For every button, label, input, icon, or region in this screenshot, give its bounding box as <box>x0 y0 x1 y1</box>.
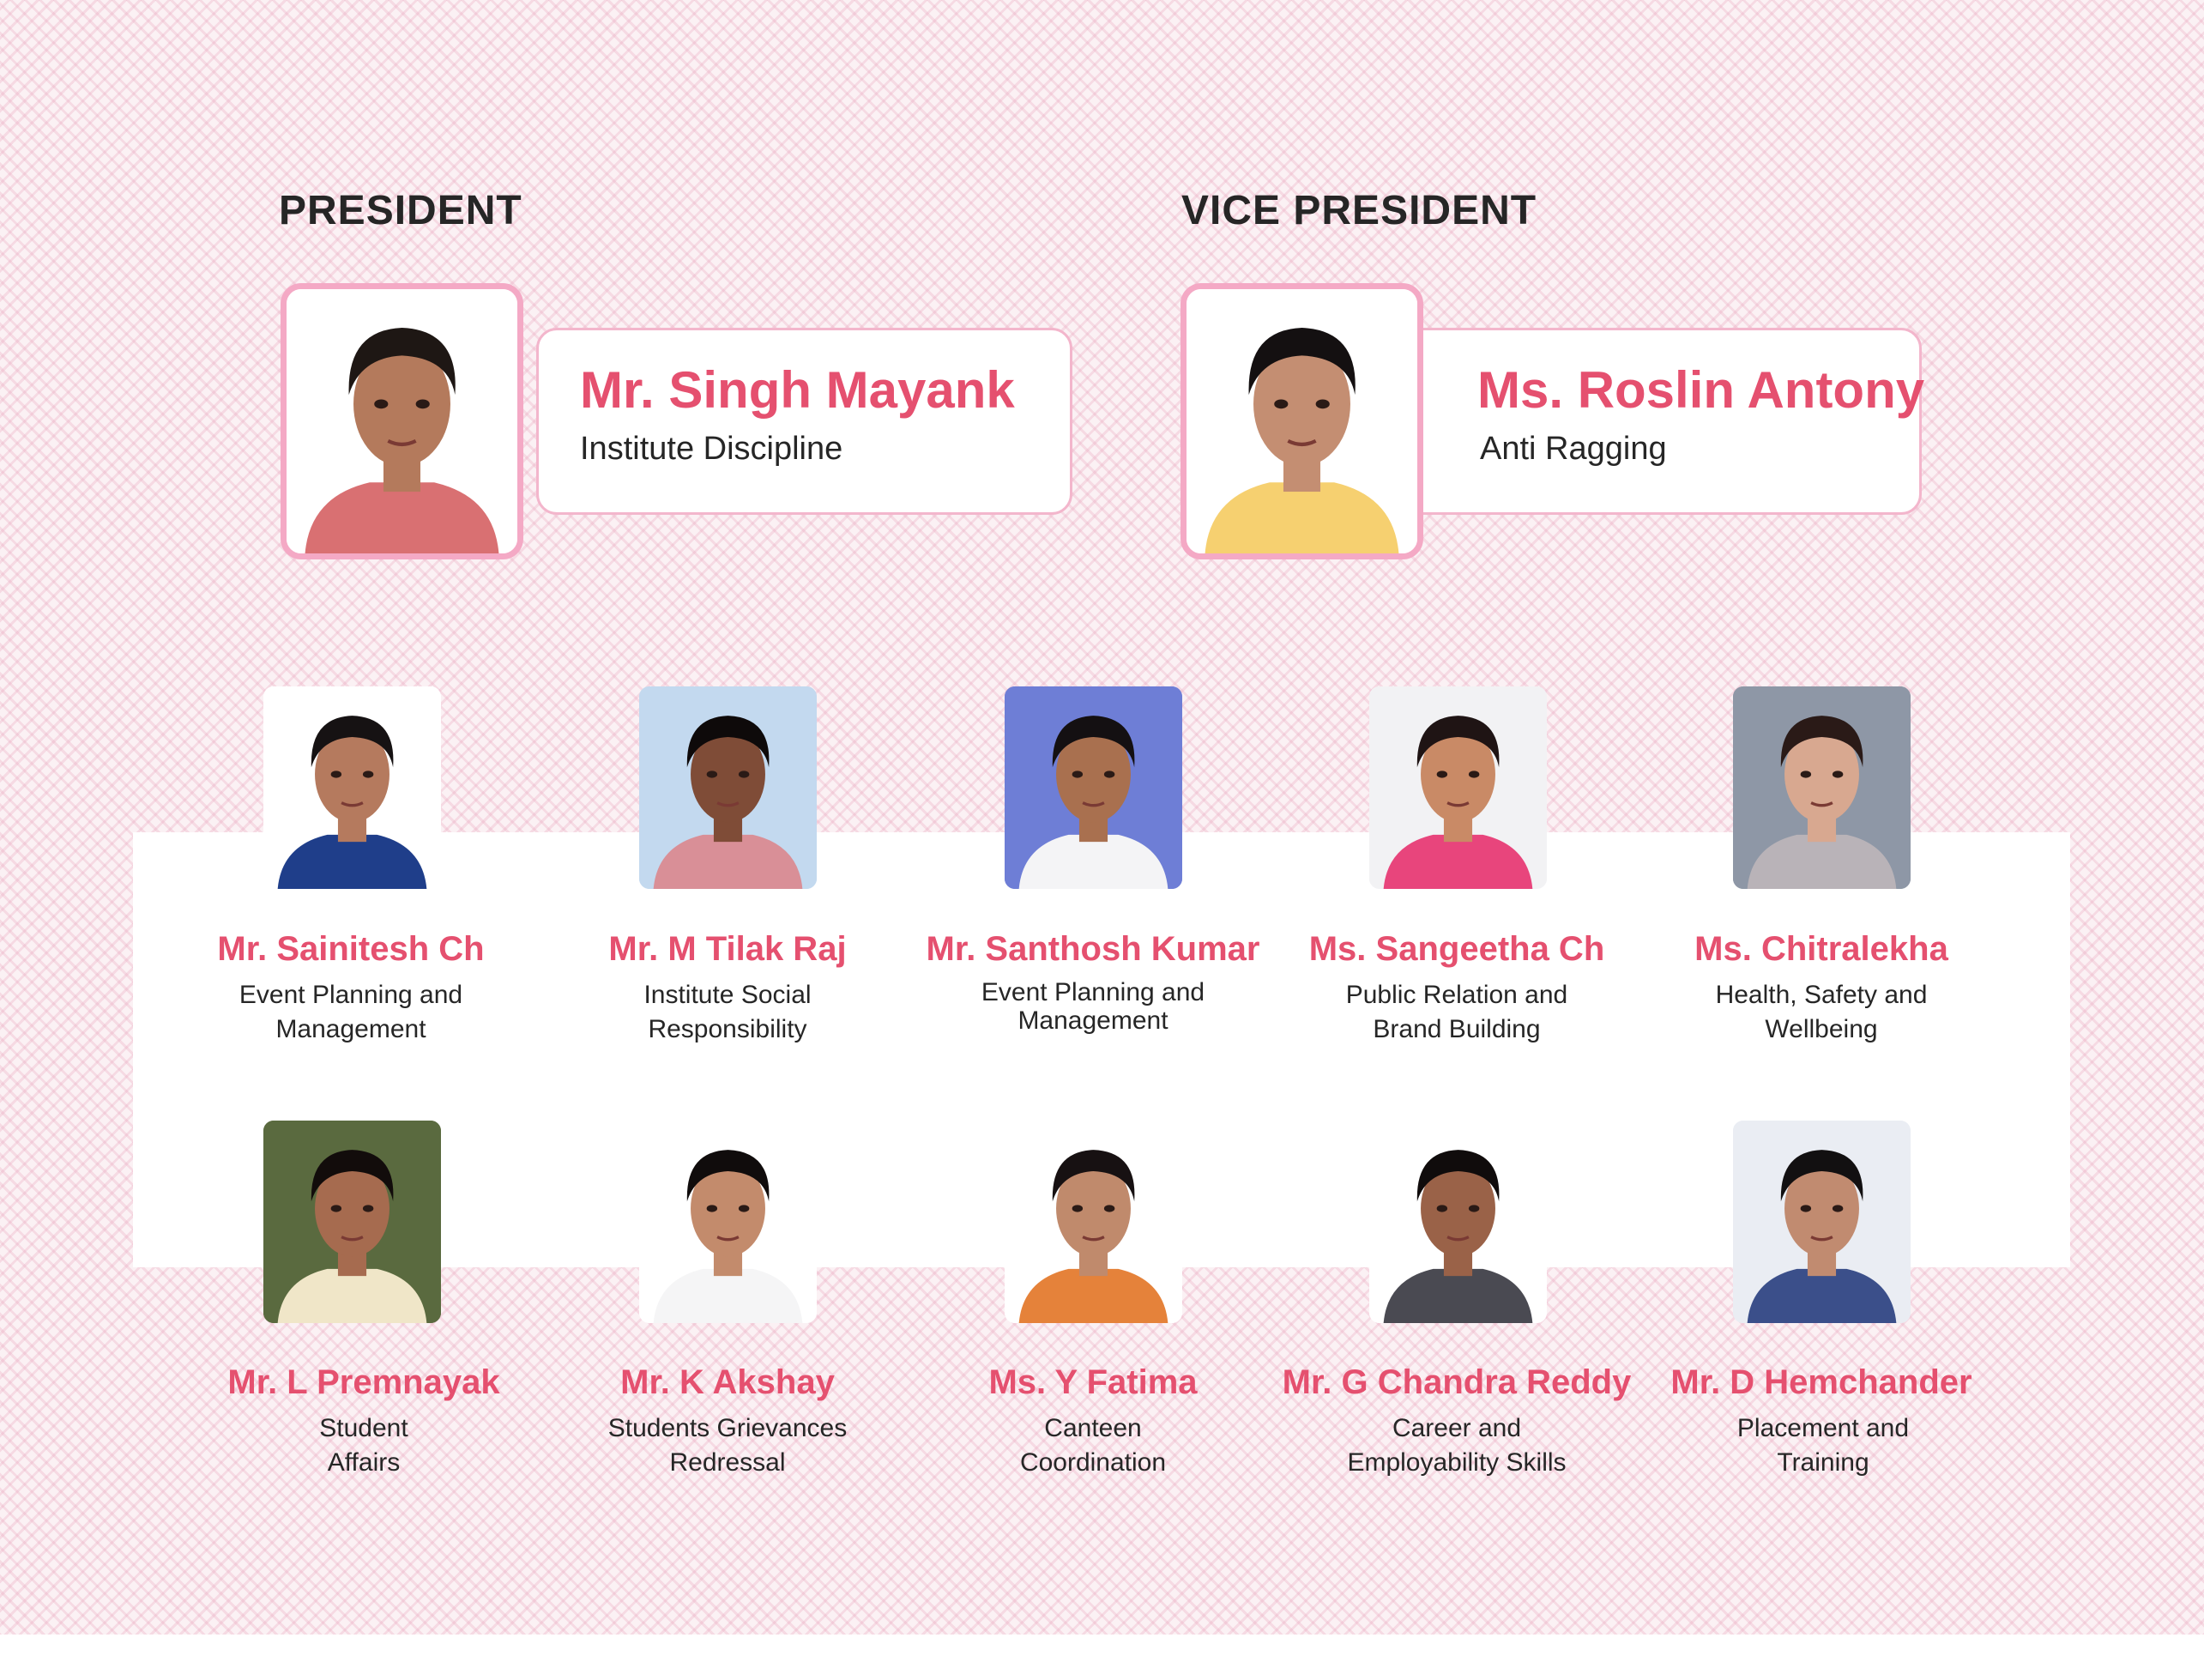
member-name: Mr. L Premnayak <box>227 1363 500 1401</box>
member-photo <box>1733 1121 1911 1323</box>
president-heading: PRESIDENT <box>279 188 522 233</box>
member-name: Ms. Chitralekha <box>1694 930 1948 968</box>
portrait-image <box>639 686 817 889</box>
member-role: Career and Employability Skills <box>1347 1414 1567 1477</box>
portrait-image <box>1005 686 1182 889</box>
portrait-image <box>1369 686 1547 889</box>
member-role: Students Grievances Redressal <box>607 1414 848 1477</box>
portrait-image <box>639 1121 817 1323</box>
vice-president-name: Ms. Roslin Antony <box>1477 361 1925 419</box>
member-photo <box>639 686 817 889</box>
member-role: Event Planning and Management <box>239 981 463 1043</box>
member-name: Ms. Sangeetha Ch <box>1308 930 1605 968</box>
president-photo <box>281 283 523 559</box>
member-photo <box>1369 686 1547 889</box>
bottom-white-strip <box>0 1635 2204 1680</box>
member-name: Ms. Y Fatima <box>988 1363 1198 1401</box>
member-name: Mr. K Akshay <box>620 1363 835 1401</box>
member-role: Institute Social Responsibility <box>643 981 812 1043</box>
member-photo <box>639 1121 817 1323</box>
president-role: Institute Discipline <box>580 431 843 467</box>
portrait-image <box>1005 1121 1182 1323</box>
member-photo <box>1005 1121 1182 1323</box>
member-photo <box>1733 686 1911 889</box>
portrait-image <box>1369 1121 1547 1323</box>
portrait-image <box>1733 1121 1911 1323</box>
member-role: Health, Safety and Wellbeing <box>1715 981 1928 1043</box>
vice-president-role: Anti Ragging <box>1480 431 1667 467</box>
member-photo <box>1369 1121 1547 1323</box>
member-photo <box>263 686 441 889</box>
member-role: Canteen Coordination <box>1019 1414 1167 1477</box>
portrait-image <box>1187 289 1417 553</box>
member-name: Mr. G Chandra Reddy <box>1282 1363 1632 1401</box>
member-role: Event Planning and Management <box>981 978 1205 1035</box>
member-role: Student Affairs <box>319 1414 408 1477</box>
vice-president-heading: VICE PRESIDENT <box>1181 188 1537 233</box>
member-name: Mr. Sainitesh Ch <box>217 930 485 968</box>
member-photo <box>263 1121 441 1323</box>
member-photo <box>1005 686 1182 889</box>
portrait-image <box>1733 686 1911 889</box>
member-role: Placement and Training <box>1736 1414 1910 1477</box>
president-name: Mr. Singh Mayank <box>580 361 1015 419</box>
vice-president-card <box>1383 328 1925 515</box>
member-name: Mr. D Hemchander <box>1670 1363 1972 1401</box>
president-card <box>536 328 1072 515</box>
portrait-image <box>287 289 517 553</box>
vice-president-photo <box>1180 283 1423 559</box>
member-name: Mr. M Tilak Raj <box>608 930 847 968</box>
member-name: Mr. Santhosh Kumar <box>926 930 1260 968</box>
member-role: Public Relation and Brand Building <box>1345 981 1568 1043</box>
portrait-image <box>263 1121 441 1323</box>
portrait-image <box>263 686 441 889</box>
